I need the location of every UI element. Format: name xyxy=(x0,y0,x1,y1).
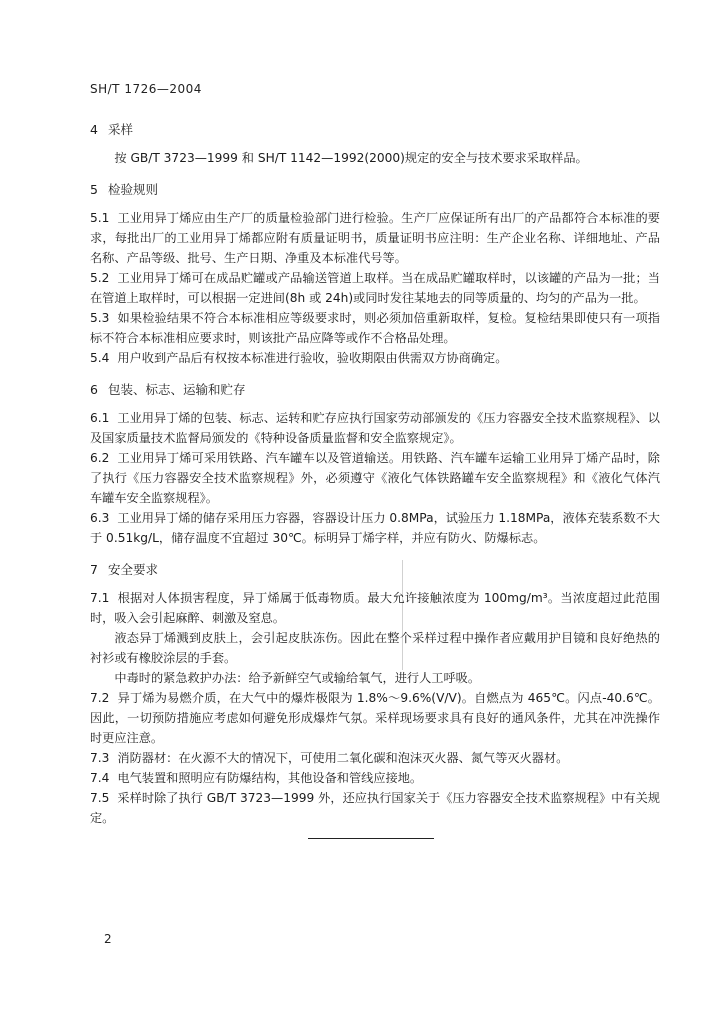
clause-paragraph xyxy=(90,208,660,268)
clause-text: 采样时除了执行 GB/T 3723—1999 外，还应执行国家关于《压力容器安全技术监察规程》中有关规定。 xyxy=(90,791,660,825)
clause-text: 电气装置和照明应有防爆结构，其他设备和管线应接地。 xyxy=(117,771,423,785)
clause-text: 按 GB/T 3723—1999 和 SH/T 1142—1992(2000)规定的安全与技术要求采取样品。 xyxy=(114,151,588,165)
scan-artifact-line xyxy=(402,560,403,670)
section-title: 安全要求 xyxy=(108,562,159,577)
clause-number: 7.2 xyxy=(90,691,110,705)
section-number: 6 xyxy=(90,382,98,397)
clause-text: 根据对人体损害程度，异丁烯属于低毒物质。最大允许接触浓度为 100mg/m³。当浓度超过此范围时，吸入会引起麻醉、刺激及窒息。 xyxy=(90,591,660,625)
section-heading xyxy=(90,180,660,200)
section-title: 包装、标志、运输和贮存 xyxy=(108,382,246,397)
clause-paragraph xyxy=(90,588,660,628)
clause-text: 如果检验结果不符合本标准相应等级要求时，则必须加倍重新取样，复检。复检结果即使只有一项指标不符合本标准相应要求时，则该批产品应降等或作不合格品处理。 xyxy=(90,311,660,345)
clause-paragraph xyxy=(90,348,660,368)
clause-number: 5.3 xyxy=(90,311,110,325)
clause-number: 6.2 xyxy=(90,451,110,465)
section-title: 采样 xyxy=(108,122,134,137)
clause-number: 6.1 xyxy=(90,411,110,425)
section-6 xyxy=(90,380,660,560)
standard-code-header: SH/T 1726—2004 xyxy=(90,82,202,96)
document-body xyxy=(90,120,660,840)
section-4 xyxy=(90,120,660,180)
clause-number: 6.3 xyxy=(90,511,110,525)
clause-paragraph xyxy=(90,408,660,448)
section-number: 4 xyxy=(90,122,98,137)
clause-paragraph xyxy=(90,768,660,788)
clause-text: 用户收到产品后有权按本标准进行验收，验收期限由供需双方协商确定。 xyxy=(117,351,508,365)
clause-paragraph xyxy=(90,268,660,308)
clause-text: 工业用异丁烯的包装、标志、运转和贮存应执行国家劳动部颁发的《压力容器安全技术监察规程》、以及国家质量技术监督局颁发的《特种设备质量监督和安全监察规定》。 xyxy=(90,411,660,445)
clause-paragraph xyxy=(90,508,660,548)
clause-number: 7.5 xyxy=(90,791,110,805)
clause-text: 消防器材：在火源不大的情况下，可使用二氧化碳和泡沫灭火器、氮气等灭火器材。 xyxy=(117,751,569,765)
section-number: 7 xyxy=(90,562,98,577)
section-heading xyxy=(90,560,660,580)
clause-number: 7.3 xyxy=(90,751,110,765)
clause-text: 工业用异丁烯应由生产厂的质量检验部门进行检验。生产厂应保证所有出厂的产品都符合本标准的要求，每批出厂的工业用异丁烯都应附有质量证明书，质量证明书应注明：生产企业名称、详细地址、产品名称、产品等级、批号、生产日期、净重及本标准代号等。 xyxy=(90,211,660,265)
clause-number: 5.1 xyxy=(90,211,110,225)
clause-text: 中毒时的紧急救护办法：给予新鲜空气或输给氧气，进行人工呼吸。 xyxy=(114,671,481,685)
clause-text: 工业用异丁烯的储存采用压力容器，容器设计压力 0.8MPa，试验压力 1.18MPa，液体充装系数不大于 0.51kg/L，储存温度不宜超过 30℃。标明异丁烯字样，并应有防火、防爆标志。 xyxy=(90,511,660,545)
clause-paragraph xyxy=(90,308,660,348)
clause-paragraph xyxy=(90,748,660,768)
section-5 xyxy=(90,180,660,380)
clause-text: 工业用异丁烯可采用铁路、汽车罐车以及管道输送。用铁路、汽车罐车运输工业用异丁烯产品时，除了执行《压力容器安全技术监察规程》外，必须遵守《液化气体铁路罐车安全监察规程》和《液化气体汽车罐车安全监察规程》。 xyxy=(90,451,660,505)
clause-number: 7.1 xyxy=(90,591,110,605)
clause-paragraph xyxy=(90,668,660,688)
clause-text: 异丁烯为易燃介质，在大气中的爆炸极限为 1.8%～9.6%(V/V)。自燃点为 465℃。闪点-40.6℃。因此，一切预防措施应考虑如何避免形成爆炸气氛。采样现场要求具有良好的通风条件，尤其在冲洗操作时更应注意。 xyxy=(90,691,660,745)
clause-number: 5.2 xyxy=(90,271,110,285)
clause-number: 7.4 xyxy=(90,771,110,785)
clause-paragraph xyxy=(90,148,660,168)
clause-text: 液态异丁烯溅到皮肤上，会引起皮肤冻伤。因此在整个采样过程中操作者应戴用护目镜和良好绝热的衬衫或有橡胶涂层的手套。 xyxy=(90,631,660,665)
section-title: 检验规则 xyxy=(108,182,159,197)
section-heading xyxy=(90,120,660,140)
clause-paragraph xyxy=(90,688,660,748)
page-number: 2 xyxy=(104,932,112,946)
clause-paragraph xyxy=(90,448,660,508)
section-heading xyxy=(90,380,660,400)
section-number: 5 xyxy=(90,182,98,197)
clause-text: 工业用异丁烯可在成品贮罐或产品输送管道上取样。当在成品贮罐取样时，以该罐的产品为一批；当在管道上取样时，可以根据一定进间(8h 或 24h)或同时发往某地去的同等质量的、均匀的产品为一批。 xyxy=(90,271,660,305)
clause-paragraph xyxy=(90,628,660,668)
section-7 xyxy=(90,560,660,840)
clause-paragraph xyxy=(90,788,660,828)
end-rule xyxy=(308,838,434,839)
clause-number: 5.4 xyxy=(90,351,110,365)
